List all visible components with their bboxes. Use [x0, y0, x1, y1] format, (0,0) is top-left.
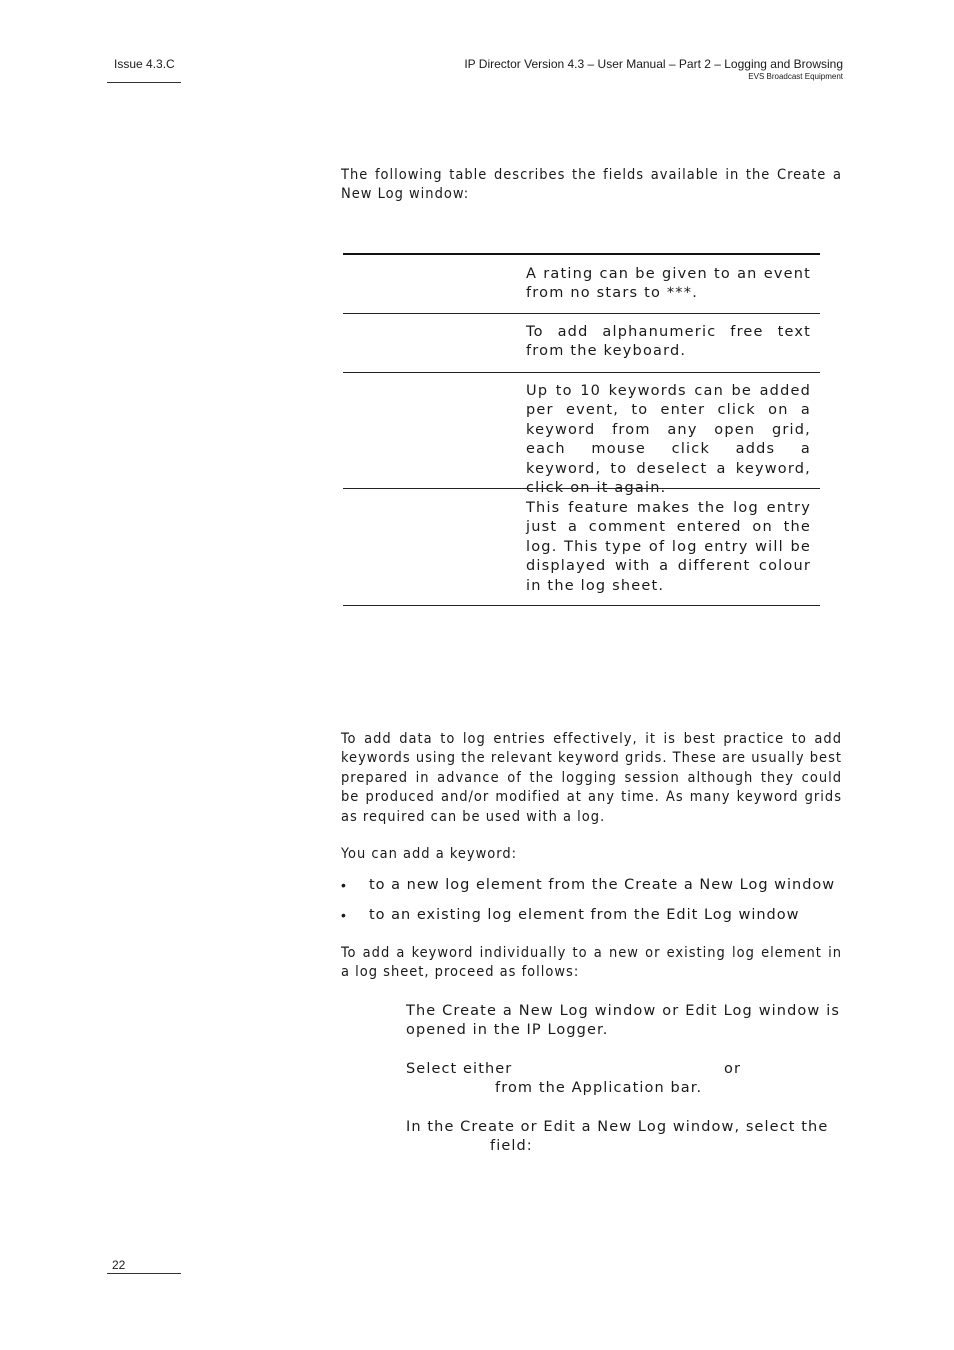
company-name: EVS Broadcast Equipment [748, 72, 843, 81]
table-row-keywords-description: Up to 10 keywords can be added per event, to enter click on a keyword from any open grid, each mouse click adds a keyword, to deselect a keyword, click on it again. [526, 383, 811, 497]
step-2-text-b: or [724, 1061, 742, 1077]
issue-label: Issue 4.3.C [114, 57, 175, 71]
step-1: The Create a New Log window or Edit Log window is opened in the IP Logger. [406, 1003, 840, 1039]
table-row-text-description: To add alphanumeric free text from the keyboard. [526, 324, 811, 360]
bullet-item: to an existing log element from the Edit Log window [369, 907, 800, 923]
bullet-icon: • [341, 877, 346, 893]
procedure-intro: To add a keyword individually to a new or existing log element in a log sheet, proceed as follows: [341, 945, 842, 981]
document-title: IP Director Version 4.3 – User Manual – Part 2 – Logging and Browsing [464, 57, 843, 71]
table-top-rule [343, 253, 820, 255]
table-bottom-rule [343, 605, 820, 606]
bullet-item: to a new log element from the Create a New Log window [369, 877, 836, 893]
table-row-divider [343, 372, 820, 373]
bullet-icon: • [341, 907, 346, 923]
table-row-divider [343, 313, 820, 314]
step-2-text-c: from the Application bar. [495, 1080, 703, 1096]
footer-rule [107, 1273, 181, 1274]
step-3-text-a: In the Create or Edit a New Log window, select the [406, 1119, 829, 1135]
table-row-comment-description: This feature makes the log entry just a comment entered on the log. This type of log entry will be displayed with a different colour in the log sheet. [526, 500, 811, 594]
step-2-text-a: Select either [406, 1061, 513, 1077]
intro-paragraph: The following table describes the fields available in the Create a New Log window: [341, 167, 842, 203]
table-row-divider [343, 488, 820, 489]
keywords-lead: You can add a keyword: [341, 846, 518, 862]
page-number: 22 [112, 1258, 126, 1272]
header-rule [107, 82, 181, 83]
keywords-paragraph: To add data to log entries effectively, it is best practice to add keywords using the relevant keyword grids. These are usually best prepared in advance of the logging session although they could be produced and/or modified at any time. As many keyword grids as required can be used with a log. [341, 731, 842, 825]
table-row-rating-description: A rating can be given to an event from no stars to ***. [526, 266, 811, 302]
step-3-text-b: field: [490, 1138, 533, 1154]
